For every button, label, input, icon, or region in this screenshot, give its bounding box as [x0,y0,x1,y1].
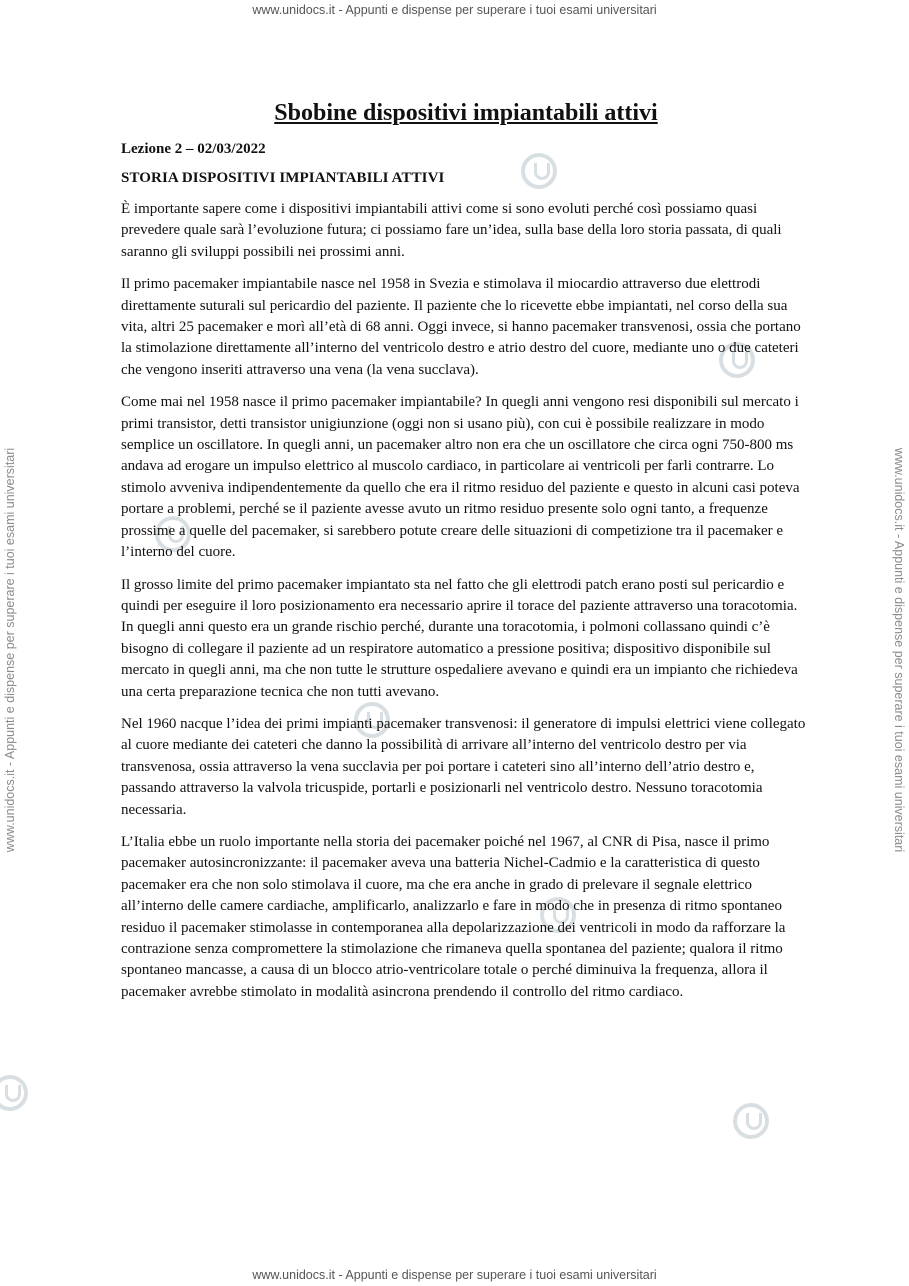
watermark-bottom-banner: www.unidocs.it - Appunti e dispense per superare i tuoi esami universitari [252,1268,657,1282]
paragraph: L’Italia ebbe un ruolo importante nella storia dei pacemaker poiché nel 1967, al CNR di Pisa, nasce il primo pacemaker autosincronizzante: il pacemaker aveva una batteria Nichel-Cadmio e la caratteristica di questo pacemaker era che non solo stimolava il cuore, ma che era anche in grado di prelevare il segnale elettrico all’interno delle camere cardiache, amplificarlo, analizzarlo e fare in modo che in presenza di ritmo spontaneo residuo il pacemaker stimolasse in contemporanea alla depolarizzazione dei ventricoli in modo da rafforzare la contrazione senza compromettere la stimolazione che rimaneva quella spontanea del paziente; qualora il ritmo spontaneo mancasse, a causa di un blocco atrio-ventricolare totale o perché diminuiva la frequenza, allora il pacemaker avrebbe stimolato in modalità asincrona prendendo il controllo del ritmo cardiaco. [121,833,786,1000]
lesson-heading: Lezione 2 – 02/03/2022 [121,141,266,157]
paragraph: Il primo pacemaker impiantabile nasce nel 1958 in Svezia e stimolava il miocardio attraverso due elettrodi direttamente suturali sul pericardio del paziente. Il paziente che lo ricevette ebbe impiantati, nel corso della sua vita, altri 25 pacemaker e morì all’età di 68 anni. Oggi invece, si hanno pacemaker transvenosi, ossia che portano la stimolazione direttamente all’interno del ventricolo destro e atrio destro del cuore, mediante uno o due cateteri che vengono inseriti attraverso una vena (la vena succlava). [121,276,801,378]
paragraph: Il grosso limite del primo pacemaker impiantato sta nel fatto che gli elettrodi patch erano posti sul pericardio e quindi per eseguire il loro posizionamento era necessario aprire il torace del paziente attraverso una toracotomia. In quegli anni questo era un grande rischio perché, durante una toracotomia, i polmoni collassano quindi c’è bisogno di collegare il paziente ad un respiratore automatico a pressione positiva; dispositivo disponibile sul mercato in quegli anni, ma che non tutte le strutture ospedaliere avevano e quindi era un impianto che richiedeva una certa preparazione tecnica che non tutti avevano. [121,576,798,700]
watermark-top-banner: www.unidocs.it - Appunti e dispense per superare i tuoi esami universitari [252,3,657,17]
watermark-right-banner: www.unidocs.it - Appunti e dispense per superare i tuoi esami universitari [892,447,906,853]
watermark-logo-icon [0,1075,28,1111]
section-heading: STORIA DISPOSITIVI IMPIANTABILI ATTIVI [121,170,445,186]
document-title: Sbobine dispositivi impiantabili attivi [274,100,658,126]
paragraph: Come mai nel 1958 nasce il primo pacemaker impiantabile? In quegli anni vengono resi disponibili sul mercato i primi transistor, detti transistor unigiunzione (oggi non si usano più), con cui è possibile realizzare in modo semplice un oscillatore. In quegli anni, un pacemaker altro non era che un oscillatore che circa ogni 750-800 ms andava ad erogare un impulso elettrico al muscolo cardiaco, in particolare ai ventricoli per farli contrarre. Lo stimolo avveniva indipendentemente da quello che era il ritmo residuo del paziente e questo in alcuni casi poteva portare a problemi, perché se il paziente avesse avuto un ritmo residuo presente solo ogni tanto, a frequenze prossime a quelle del pacemaker, si sarebbero potute creare delle situazioni di competizione tra il pacemaker e l’interno del cuore. [121,394,800,561]
watermark-left-banner: www.unidocs.it - Appunti e dispense per superare i tuoi esami universitari [3,447,17,853]
document-page [121,100,811,1014]
paragraph: Nel 1960 nacque l’idea dei primi impianti pacemaker transvenosi: il generatore di impulsi elettrici viene collegato al cuore mediante dei cateteri che danno la possibilità di arrivare all’interno del ventricolo destro per via transvenosa, ossia attraverso la vena succlavia per poi portare i cateteri sino all’interno dell’atrio destro e, passando attraverso la valvola tricuspide, portarli e posizionarli nel ventricolo destro. Nessuno toracotomia necessaria. [121,715,806,818]
paragraph: È importante sapere come i dispositivi impiantabili attivi come si sono evoluti perché così possiamo quasi prevedere quale sarà l’evoluzione futura; ci possiamo fare un’idea, sulla base della loro storia passata, di quali saranno gli sviluppi possibili nei prossimi anni. [121,201,782,260]
watermark-logo-icon [733,1103,769,1139]
